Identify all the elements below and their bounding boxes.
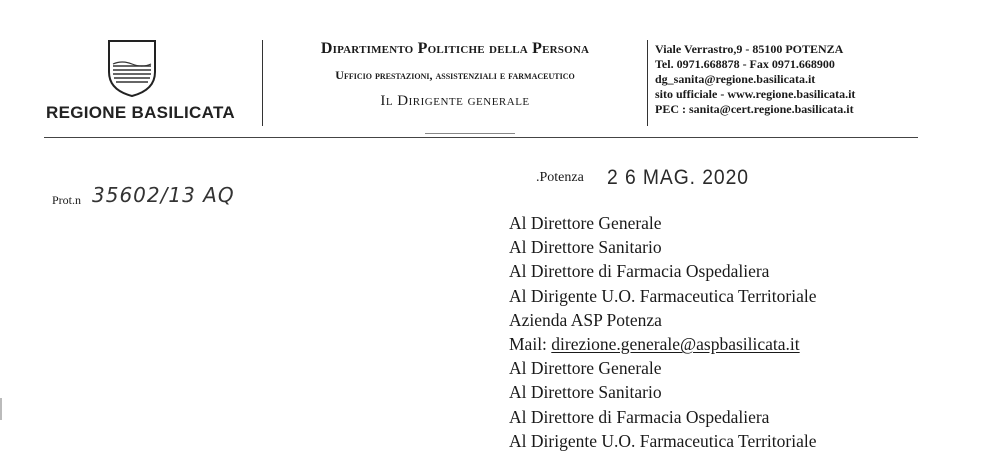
office-name: Ufficio prestazioni, assistenziali e farmaceutico [335,68,575,82]
recipients-block [509,211,817,453]
recipient-line: Al Direttore Sanitario [509,237,662,258]
signatory-role: Il Dirigente generale [380,93,530,109]
contact-phone-fax: Tel. 0971.668878 - Fax 0971.668900 [655,57,835,71]
contact-address: Viale Verrastro,9 - 85100 POTENZA [655,42,844,56]
header-rule-mark [425,133,515,134]
contact-website[interactable]: sito ufficiale - www.regione.basilicata.it [655,87,856,101]
recipient-line: Al Direttore Generale [509,213,662,233]
mail-address-link[interactable]: direzione.generale@aspbasilicata.it [551,334,800,355]
recipient-mail-line [509,332,817,356]
recipient-organization: Azienda ASP Potenza [509,309,662,330]
recipient-line: Al Direttore Generale [509,358,662,379]
scan-edge-mark [0,398,2,420]
protocol-number-handwritten: 35602/13 AQ [92,183,235,207]
date-stamp: 2 6 MAG. 2020 [607,166,749,189]
header-rule [44,137,918,138]
contact-email[interactable]: dg_sanita@regione.basilicata.it [655,72,816,86]
recipient-line: Al Dirigente U.O. Farmaceutica Territoriale [509,430,817,451]
recipient-line: Al Direttore di Farmacia Ospedaliera [509,261,770,282]
mail-label: Mail: [509,334,547,355]
letter-place: .Potenza [536,170,584,185]
region-name: REGIONE BASILICATA [46,103,235,122]
recipient-line: Al Direttore Sanitario [509,382,662,403]
department-name: Dipartimento Politiche della Persona [320,40,590,57]
header-divider-left [262,40,263,126]
regional-coat-of-arms-icon [106,38,158,98]
recipient-line: Al Dirigente U.O. Farmaceutica Territoriale [509,285,817,306]
recipient-line: Al Direttore di Farmacia Ospedaliera [509,406,770,427]
protocol-label: Prot.n [52,193,82,207]
header-divider-right [647,40,648,126]
contact-pec[interactable]: PEC : sanita@cert.regione.basilicata.it [655,102,854,116]
